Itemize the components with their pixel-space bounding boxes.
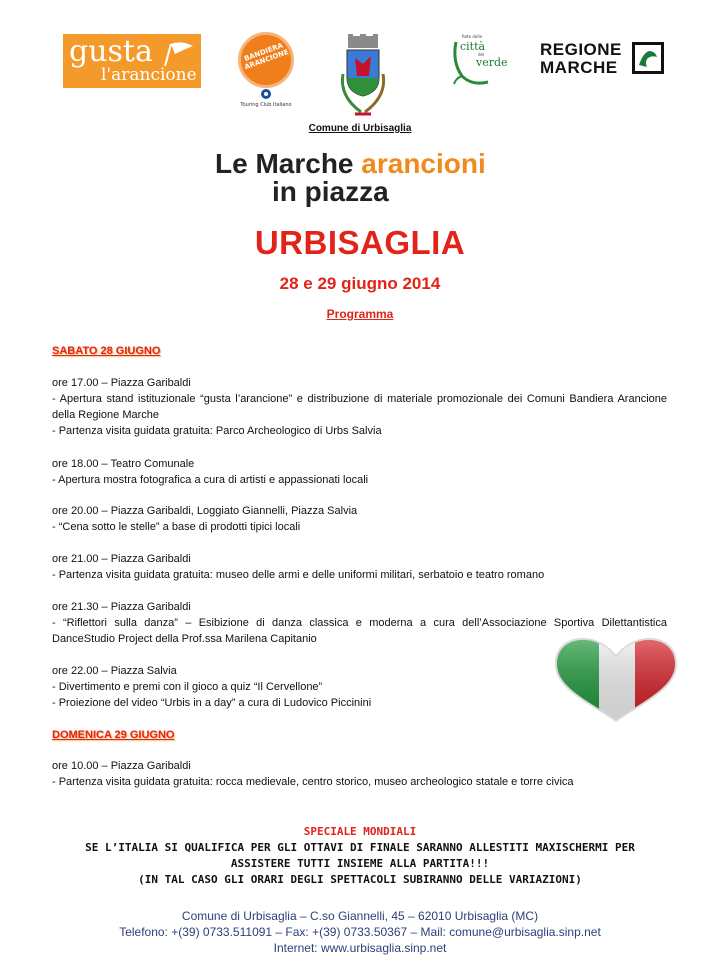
gusta-logo-line1: gusta xyxy=(69,34,153,69)
mondiali-title: SPECIALE MONDIALI xyxy=(303,825,417,838)
flag-icon xyxy=(161,40,195,68)
speciale-mondiali xyxy=(0,824,720,888)
regione-line1: REGIONE xyxy=(540,40,622,59)
event-line: - Apertura stand istituzionale “gusta l’arancione” e distribuzione di materiale promozionale dei Comuni Bandiera Arancione della Regione Marche xyxy=(52,393,667,421)
comune-coat-of-arms xyxy=(335,34,391,120)
event-heading: ore 21.30 – Piazza Garibaldi xyxy=(52,601,191,613)
comune-label: Comune di Urbisaglia xyxy=(308,123,412,134)
logo-row xyxy=(0,28,720,128)
event-heading: ore 18.00 – Teatro Comunale xyxy=(52,458,195,470)
regione-line2: MARCHE xyxy=(540,58,618,77)
footer-contacts: Telefono: +(39) 0733.511091 – Fax: +(39) 0733.50367 – Mail: comune@urbisaglia.sinp.net xyxy=(119,925,601,939)
day-heading-sunday: DOMENICA 29 GIUGNO xyxy=(52,729,175,741)
event-line: - Partenza visita guidata gratuita: Parco Archeologico di Urbs Salvia xyxy=(52,425,382,437)
event-item xyxy=(52,503,667,535)
mondiali-line: (IN TAL CASO GLI ORARI DEGLI SPETTACOLI SUBIRANNO DELLE VARIAZIONI) xyxy=(138,873,582,886)
event-line: - “Riflettori sulla danza” – Esibizione di danza classica e moderna a cura dell’Associazione Sportiva Dilettantistica DanceStudio Project della Prof.ssa Marilena Capitanio xyxy=(52,617,667,645)
regione-marche-logo xyxy=(540,36,666,86)
headline xyxy=(215,150,535,206)
event-line: - “Cena sotto le stelle” a base di prodotti tipici locali xyxy=(52,521,301,533)
italian-flag-heart-icon xyxy=(551,636,681,722)
coat-of-arms-icon xyxy=(335,34,391,120)
event-line: - Divertimento e premi con il gioco a quiz “Il Cervellone” xyxy=(52,681,323,693)
citta-word2: verde xyxy=(476,56,508,69)
event-item xyxy=(52,663,522,711)
citta-del-verde-logo xyxy=(448,32,508,88)
event-heading: ore 17.00 – Piazza Garibaldi xyxy=(52,377,191,389)
headline-accent: arancioni xyxy=(361,148,486,179)
footer-internet: Internet: www.urbisaglia.sinp.net xyxy=(273,941,447,955)
event-heading: ore 20.00 – Piazza Garibaldi, Loggiato Giannelli, Piazza Salvia xyxy=(52,505,358,517)
event-line: - Partenza visita guidata gratuita: museo delle armi e delle uniformi militari, serbatoio e teatro romano xyxy=(52,569,545,581)
gusta-logo-line2: l'arancione xyxy=(101,65,197,85)
headline-part1: Le Marche xyxy=(215,148,362,179)
event-item xyxy=(52,456,667,488)
regione-badge xyxy=(632,42,664,74)
event-item xyxy=(52,551,667,583)
footer xyxy=(0,908,720,956)
mondiali-line: SE L’ITALIA SI QUALIFICA PER GLI OTTAVI DI FINALE SARANNO ALLESTITI MAXISCHERMI PER xyxy=(85,841,635,854)
event-line: - Partenza visita guidata gratuita: rocca medievale, centro storico, museo archeologico statale e torre civica xyxy=(52,776,574,788)
day-heading-saturday: SABATO 28 GIUGNO xyxy=(52,345,161,357)
bandiera-arancione-logo xyxy=(236,30,296,114)
event-heading: ore 22.00 – Piazza Salvia xyxy=(52,665,177,677)
event-line: - Apertura mostra fotografica a cura di artisti e appassionati locali xyxy=(52,474,369,486)
program-label: Programma xyxy=(326,307,394,321)
touring-club-text: Touring Club Italiano xyxy=(240,102,292,108)
touring-club-icon xyxy=(260,88,272,100)
event-item xyxy=(52,758,667,790)
event-date: 28 e 29 giugno 2014 xyxy=(279,274,441,293)
citta-word1: città xyxy=(460,40,486,53)
headline-line2: in piazza xyxy=(272,176,389,207)
footer-address: Comune di Urbisaglia – C.so Giannelli, 45 – 62010 Urbisaglia (MC) xyxy=(181,909,539,923)
event-heading: ore 21.00 – Piazza Garibaldi xyxy=(52,553,191,565)
event-line: - Proiezione del video “Urbis in a day” a cura di Ludovico Piccinini xyxy=(52,697,372,709)
event-heading: ore 10.00 – Piazza Garibaldi xyxy=(52,760,191,772)
event-item xyxy=(52,375,667,439)
citta-mid: del xyxy=(478,52,485,57)
city-title: URBISAGLIA xyxy=(254,224,466,261)
citta-prefix: Rete delle xyxy=(462,34,483,39)
bandiera-text: BANDIERA ARANCIONE xyxy=(243,41,290,72)
marche-emblem-icon xyxy=(635,45,661,71)
gusta-arancione-logo xyxy=(63,34,201,88)
mondiali-line: ASSISTERE TUTTI INSIEME ALLA PARTITA!!! xyxy=(230,857,490,870)
